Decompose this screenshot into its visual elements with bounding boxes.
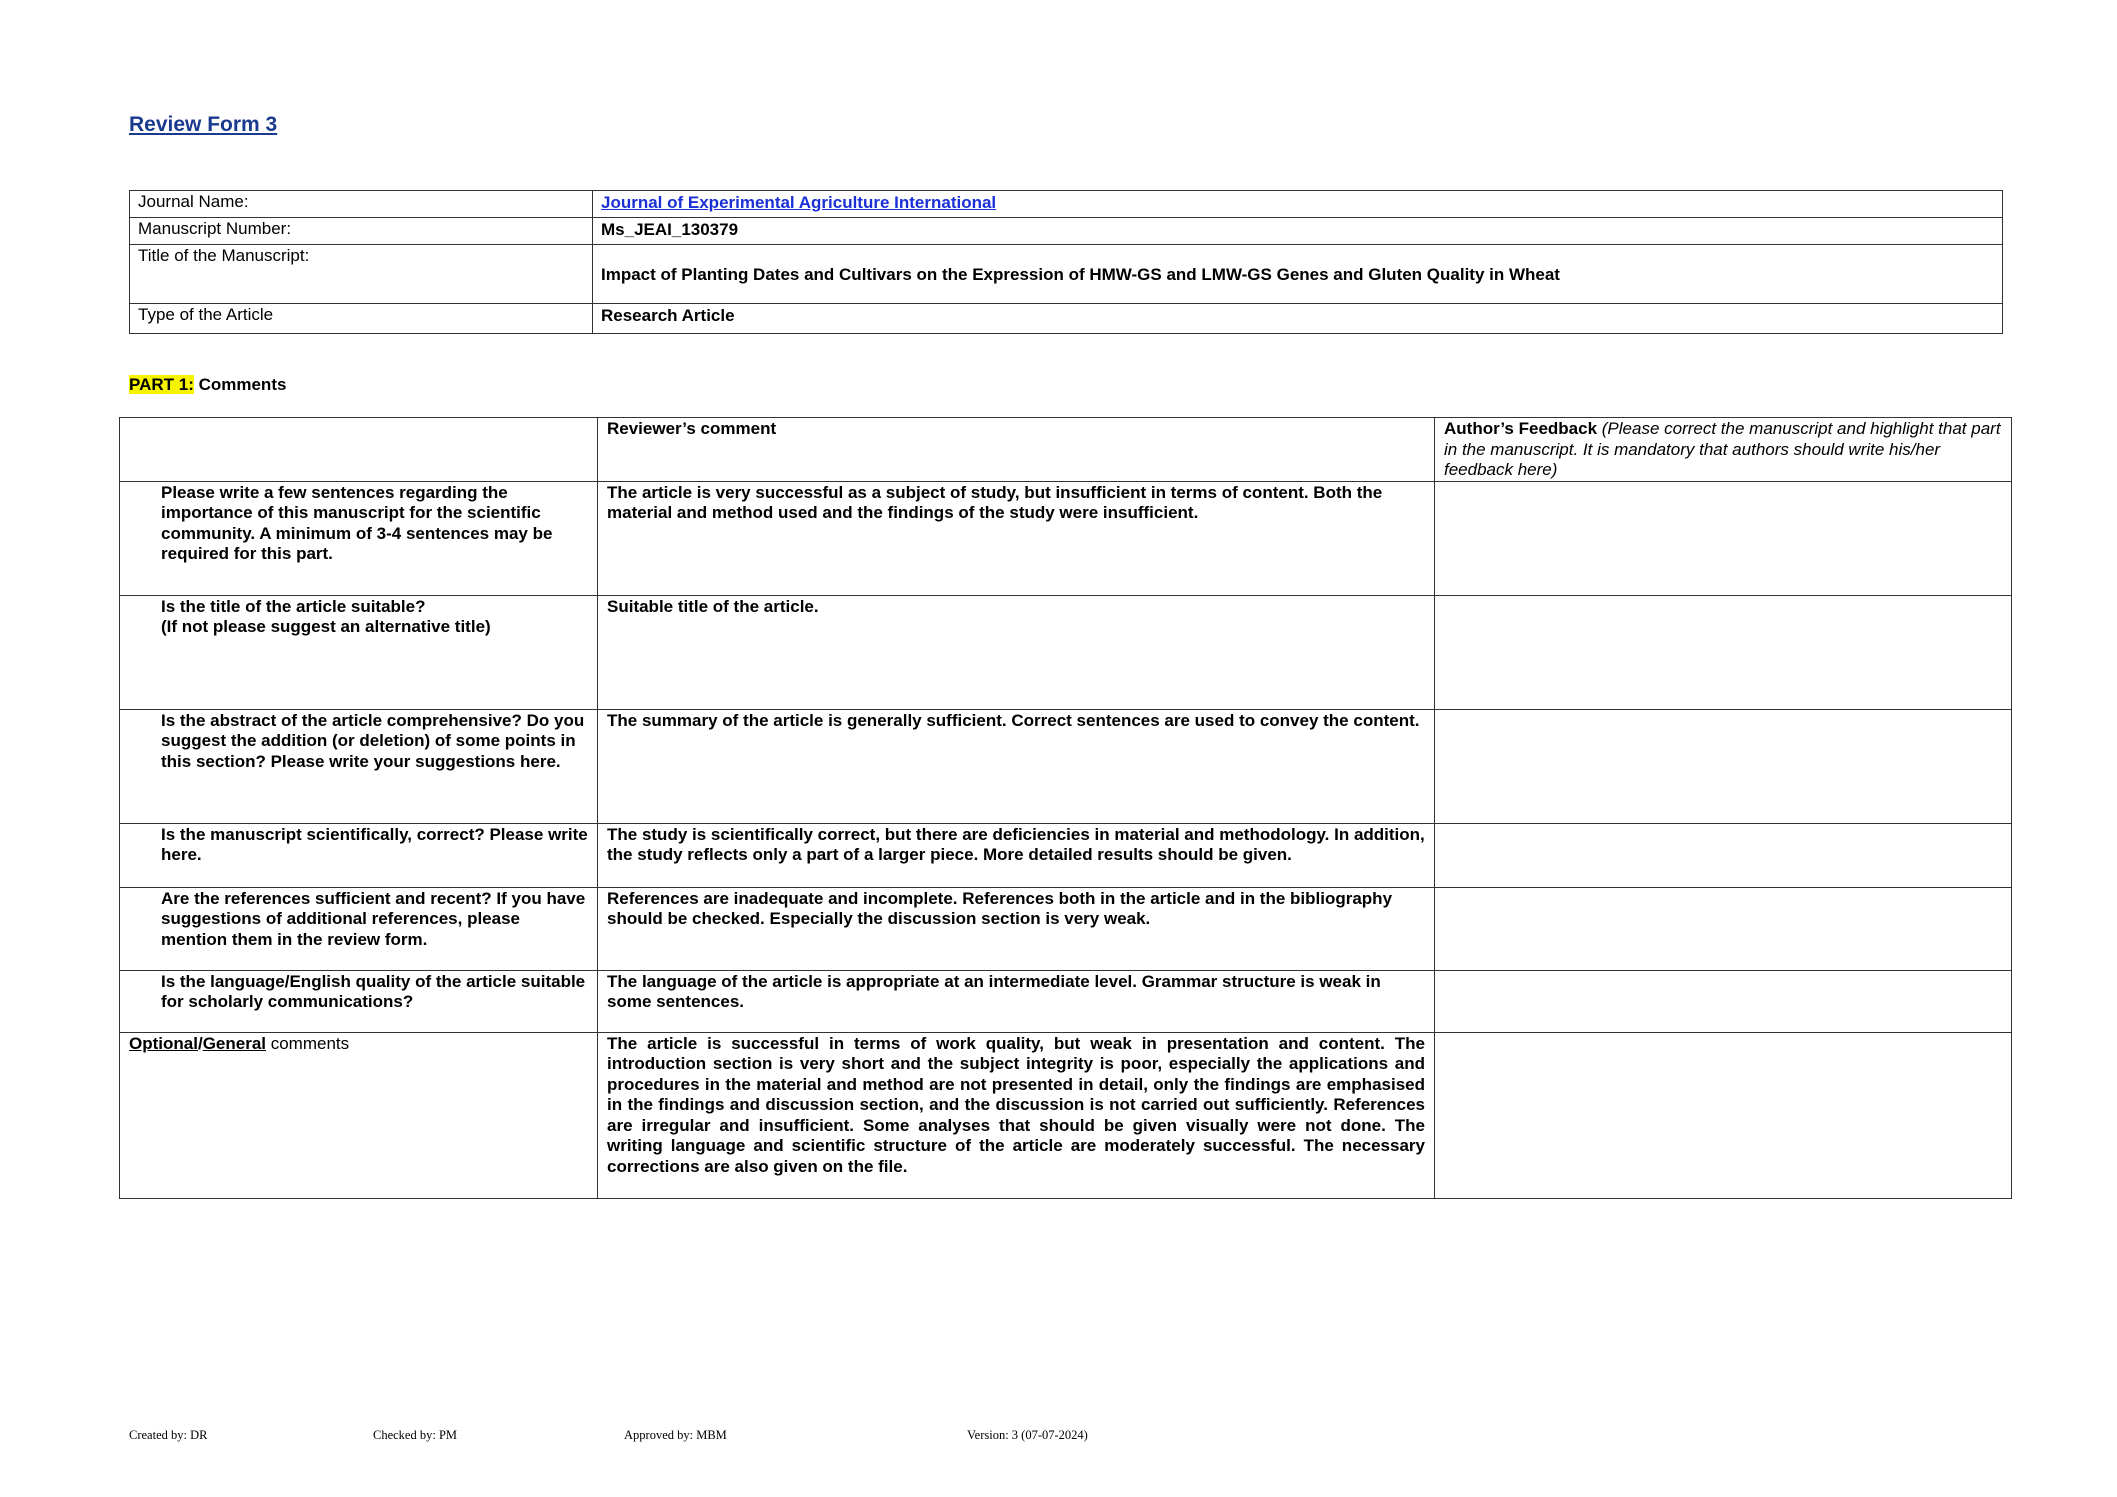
optional-comment-cell: The article is successful in terms of work quality, but weak in presentation and content. The introduction section is very short and the subject integrity is poor, especially the applications and procedures in the material and method are not presented in detail, only the findings are emphasised in the findings and discussion section, and the discussion is not carried out sufficiently. References are irregular and insufficient. Some analyses that should be given visually were not done. The writing language and scientific structure of the article are moderately successful. The necessary corrections are also given on the file. bbox=[598, 1032, 1435, 1198]
part1-label: PART 1: bbox=[129, 375, 194, 394]
author-feedback-cell[interactable] bbox=[1435, 481, 2012, 595]
author-feedback-cell[interactable] bbox=[1435, 595, 2012, 709]
optional-label-optional: Optional bbox=[129, 1033, 198, 1053]
footer-checked-by: Checked by: PM bbox=[373, 1428, 458, 1442]
footer-created-by: Created by: DR bbox=[129, 1428, 208, 1442]
article-type-label: Type of the Article bbox=[130, 304, 593, 334]
author-feedback-cell[interactable] bbox=[1435, 970, 2012, 1032]
optional-label-general: General bbox=[202, 1033, 266, 1053]
manuscript-number-value: Ms_JEAI_130379 bbox=[593, 218, 2003, 245]
reviewer-comment-header: Reviewer’s comment bbox=[598, 418, 1435, 482]
author-feedback-cell[interactable] bbox=[1435, 823, 2012, 887]
author-feedback-cell[interactable] bbox=[1435, 709, 2012, 823]
footer-approved-by: Approved by: MBM bbox=[624, 1428, 727, 1442]
form-title: Review Form 3 bbox=[129, 113, 278, 136]
manuscript-title-value: Impact of Planting Dates and Cultivars on the Expression of HMW-GS and LMW-GS Genes and Gluten Quality in Wheat bbox=[593, 245, 2003, 304]
reviewer-comment-cell: The study is scientifically correct, but there are deficiencies in material and methodology. In addition, the study reflects only a part of a larger piece. More detailed results should be given. bbox=[598, 823, 1435, 887]
journal-name-label: Journal Name: bbox=[130, 191, 593, 218]
footer-version: Version: 3 (07-07-2024) bbox=[967, 1428, 1088, 1442]
manuscript-number-label: Manuscript Number: bbox=[130, 218, 593, 245]
journal-name-row bbox=[130, 191, 2003, 218]
article-type-row bbox=[130, 304, 2003, 334]
optional-label-rest: comments bbox=[266, 1033, 350, 1053]
table-row bbox=[120, 823, 2012, 887]
author-feedback-header-instructions: (Please correct the manuscript and highlight that part in the manuscript. It is mandatory that authors should write his/her feedback here) bbox=[1444, 419, 2001, 479]
header-empty-cell bbox=[120, 418, 598, 482]
comments-table bbox=[119, 417, 2012, 1199]
journal-info-table bbox=[129, 190, 2003, 334]
question-line: Is the title of the article suitable? bbox=[161, 596, 426, 616]
author-feedback-header-bold: Author’s Feedback bbox=[1444, 419, 1598, 438]
author-feedback-cell[interactable] bbox=[1435, 1032, 2012, 1198]
optional-label-slash: / bbox=[197, 1033, 203, 1053]
comments-header-row bbox=[120, 418, 2012, 482]
footer bbox=[129, 1428, 1329, 1448]
manuscript-number-row bbox=[130, 218, 2003, 245]
reviewer-comment-cell: The language of the article is appropriate at an intermediate level. Grammar structure is weak in some sentences. bbox=[598, 970, 1435, 1032]
table-row bbox=[120, 970, 2012, 1032]
question-line: (If not please suggest an alternative title) bbox=[161, 617, 491, 636]
reviewer-comment-cell: The article is very successful as a subject of study, but insufficient in terms of content. Both the material and method used and the findings of the study were insufficient. bbox=[598, 481, 1435, 595]
question-cell bbox=[120, 595, 598, 709]
table-row bbox=[120, 887, 2012, 970]
reviewer-comment-cell: References are inadequate and incomplete. References both in the article and in the bibliography should be checked. Especially the discussion section is very weak. bbox=[598, 887, 1435, 970]
question-cell: Is the language/English quality of the article suitable for scholarly communications? bbox=[120, 970, 598, 1032]
optional-comments-label bbox=[120, 1032, 598, 1198]
author-feedback-cell[interactable] bbox=[1435, 887, 2012, 970]
question-cell: Are the references sufficient and recent? If you have suggestions of additional references, please mention them in the review form. bbox=[120, 887, 598, 970]
question-cell: Is the manuscript scientifically, correct? Please write here. bbox=[120, 823, 598, 887]
reviewer-comment-cell: The summary of the article is generally sufficient. Correct sentences are used to convey the content. bbox=[598, 709, 1435, 823]
manuscript-title-label: Title of the Manuscript: bbox=[130, 245, 593, 304]
question-cell: Is the abstract of the article comprehensive? Do you suggest the addition (or deletion) of some points in this section? Please write your suggestions here. bbox=[120, 709, 598, 823]
manuscript-title-row bbox=[130, 245, 2003, 304]
journal-name-link[interactable]: Journal of Experimental Agriculture International bbox=[601, 193, 997, 212]
article-type-value: Research Article bbox=[593, 304, 2003, 334]
journal-name-value bbox=[593, 191, 2003, 218]
table-row bbox=[120, 709, 2012, 823]
part1-title: Comments bbox=[193, 375, 287, 394]
table-row bbox=[120, 481, 2012, 595]
author-feedback-header bbox=[1435, 418, 2012, 482]
reviewer-comment-cell: Suitable title of the article. bbox=[598, 595, 1435, 709]
question-cell: Please write a few sentences regarding the importance of this manuscript for the scientific community. A minimum of 3-4 sentences may be required for this part. bbox=[120, 481, 598, 595]
optional-comments-row bbox=[120, 1032, 2012, 1198]
table-row bbox=[120, 595, 2012, 709]
part1-heading bbox=[129, 375, 286, 395]
